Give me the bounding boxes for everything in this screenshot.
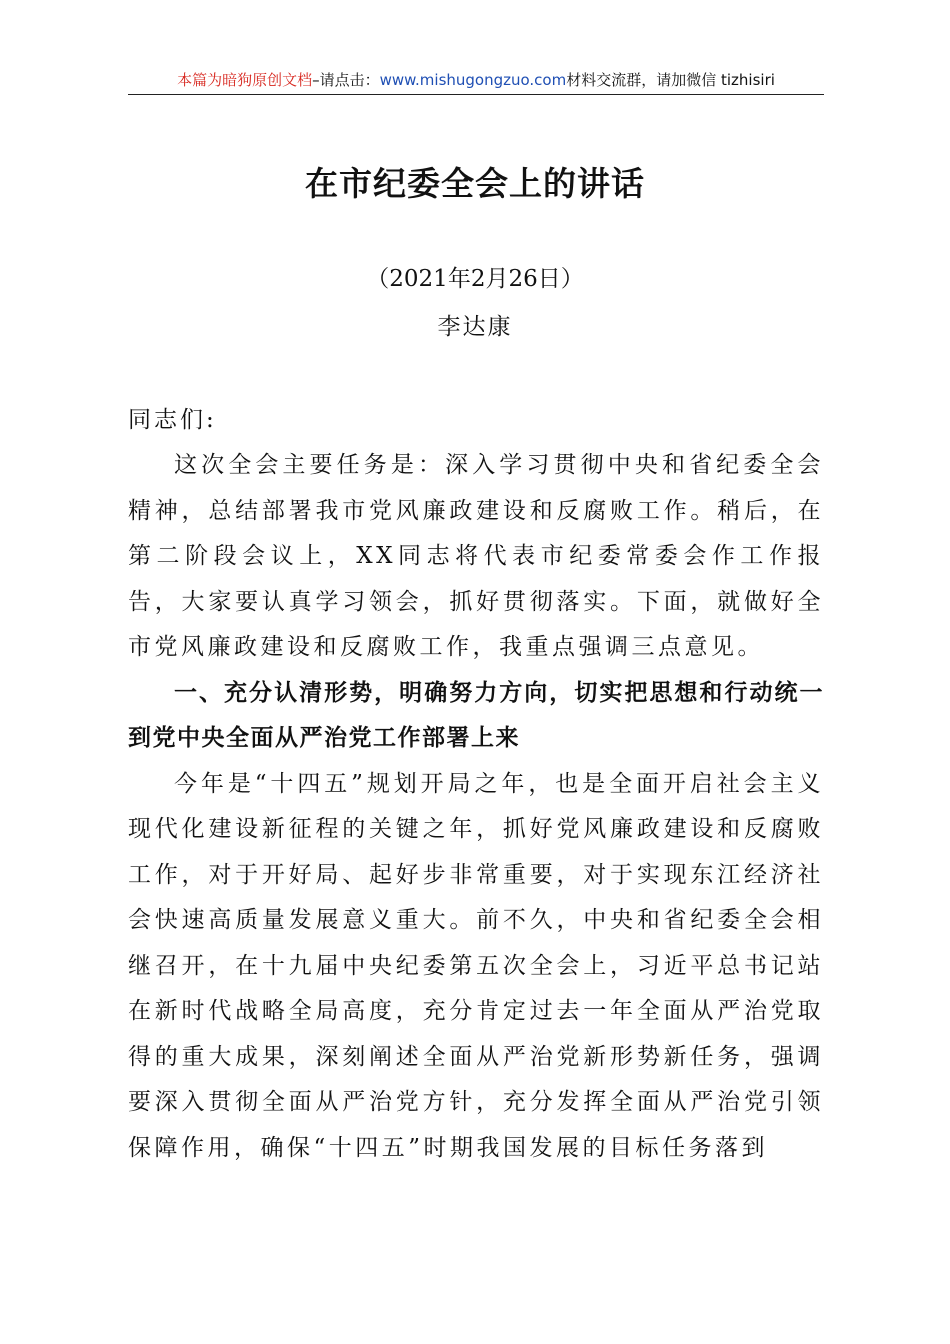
header-brand-text: 本篇为暗狗原创文档 [177, 71, 313, 89]
section-heading-1: 一、充分认清形势，明确努力方向，切实把思想和行动统一到党中央全面从严治党工作部署上来 [128, 679, 824, 751]
document-author: 李达康 [437, 314, 513, 340]
document-body [128, 398, 824, 1171]
document-date: （2021年2月26日） [366, 266, 584, 292]
document-title: 在市纪委全会上的讲话 [305, 164, 645, 203]
header-divider [128, 94, 824, 95]
paragraph-intro: 这次全会主要任务是：深入学习贯彻中央和省纪委全会精神，总结部署我市党风廉政建设和反腐败工作。稍后，在第二阶段会议上，XX同志将代表市纪委常委会作工作报告，大家要认真学习领会，抓好贯彻落实。下面，就做好全市党风廉政建设和反腐败工作，我重点强调三点意见。 [128, 452, 824, 660]
header-prompt-text: –请点击： [312, 71, 380, 89]
salutation: 同志们: [128, 407, 217, 433]
page-header [128, 70, 824, 94]
header-contact-text: 材料交流群，请加微信 tizhisiri [566, 71, 775, 89]
header-website-link[interactable]: www.mishugongzuo.com [379, 71, 567, 89]
paragraph-section-1: 今年是“十四五”规划开局之年，也是全面开启社会主义现代化建设新征程的关键之年，抓好党风廉政建设和反腐败工作，对于开好局、起好步非常重要，对于实现东江经济社会快速高质量发展意义重大。前不久，中央和省纪委全会相继召开，在十九届中央纪委第五次全会上，习近平总书记站在新时代战略全局高度，充分肯定过去一年全面从严治党取得的重大成果，深刻阐述全面从严治党新形势新任务，强调要深入贯彻全面从严治党方针，充分发挥全面从严治党引领保障作用，确保“十四五”时期我国发展的目标任务落到 [128, 770, 824, 1161]
